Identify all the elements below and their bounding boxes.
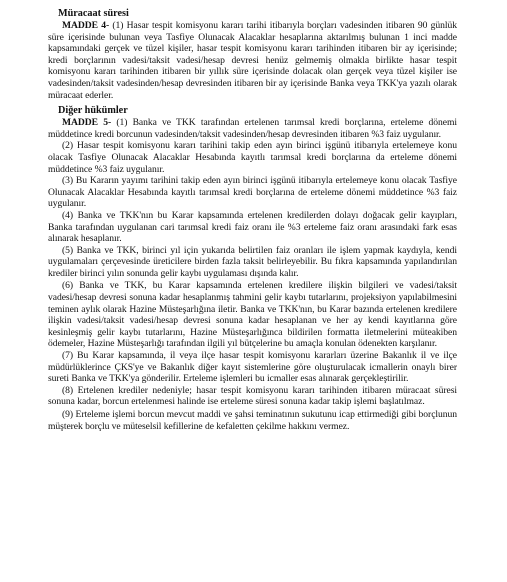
article-4-paragraph-1 xyxy=(48,20,457,101)
article-5-paragraph-7: (7) Bu Karar kapsamında, il veya ilçe hasar tespit komisyonu kararları üzerine Bakanlık il ve ilçe müdürlüklerince ÇKS'ye ve Bakanlık diğer kayıt sistemlerine göre oluşturulacak icmallerin onaylı birer sureti Banka ve TKK'ya gönderilir. Erteleme işlemleri bu icmaller esas alınarak gerçekleştirilir. xyxy=(48,350,457,385)
article-5-text: (1) Banka ve TKK tarafından ertelenen tarımsal kredi borçlarına, erteleme dönemi müddetince kredi borcunun vadesinden/taksit vadesinden/hesap devresinden itibaren %3 faiz uygulanır. xyxy=(48,117,457,140)
article-4-text: (1) Hasar tespit komisyonu kararı tarihi itibarıyla borçları vadesinden itibaren 90 günlük süre içerisinde bulunan veya Tasfiye Olunacak Alacaklar hesaplarına aktarılmış bulunan 1 inci madde kapsamındaki gerçek ve tüzel kişiler, hasar tespit komisyonu kararı tarihinden itibaren bir ay içerisinde; kredi borçlarının vadesi/taksit vadesi/hesap devresi henüz gelmemiş olmakla birlikte hasar tespit komisyonu kararı tarihinden itibaren bir yıllık süre içerisinde dolacak olan gerçek veya tüzel kişiler ise vadesinden/taksit vadesinden/hesap devresinden itibaren bir ay içerisinde Banka veya TKK'ya yazılı olarak müracaat ederler. xyxy=(48,20,458,101)
article-5-paragraph-4: (4) Banka ve TKK'nın bu Karar kapsamında ertelenen kredilerden dolayı doğacak gelir kayıpları, Banka tarafından uygulanan cari tarımsal kredi faiz oranı ile %3 erteleme faiz oranı arasındaki fark esas alınarak hesaplanır. xyxy=(48,209,457,245)
article-5-paragraph-3: (3) Bu Kararın yayımı tarihini takip eden ayın birinci işgünü itibarıyla ertelemeye konu olacak Tasfiye Olunacak Alacaklar Hesabında kayıtlı tarımsal kredi borçlarına de erteleme dönemi müddetince %3 faiz uygulanır. xyxy=(48,175,457,210)
section-heading-application-period: Müracaat süresi xyxy=(58,8,129,19)
article-5-paragraph-9: (9) Erteleme işlemi borcun mevcut maddi ve şahsi teminatının sukutunu icap ettirmediği gibi borçlunun müşterek borçlu ve müteselsil kefillerine de kefaletten çekilme hakkını vermez. xyxy=(48,409,457,432)
article-5-paragraph-8: (8) Ertelenen krediler nedeniyle; hasar tespit komisyonu kararı tarihinden itibaren müracaat süresi sonuna kadar, borcun ertelenmesi halinde ise erteleme süresi sonuna kadar takip işlemi başlatılmaz. xyxy=(48,384,457,408)
article-5-paragraph-6: (6) Banka ve TKK, bu Karar kapsamında ertelenen kredilere ilişkin bilgileri ve vadesi/taksit vadesi/hesap devresi sonuna kadar hesaplanmış tahmini gelir kaybı tutarlarını, projeksiyon yapılabilmesini teminen aylık olarak Hazine Müsteşarlığına iletir. Banka ve TKK'nın, bu Karar bazında ertelenen kredilere ilişkin vadesi/taksit vadesi/hesap devresi sonuna kadar hesaplanan ve her ay kendi kayıtlarına göre kesinleşmiş gelir kaybı tutarlarını, Hazine Müsteşarlığınca bildirilen formatta iletmelerini müteakiben ödemeler, Hazine Müsteşarlığı tarafından ilgili yıl bütçelerine bu amaçla konulan ödenekten karşılanır. xyxy=(48,280,457,350)
section-other-provisions xyxy=(48,101,457,432)
article-5-paragraph-5: (5) Banka ve TKK, birinci yıl için yukarıda belirtilen faiz oranları ile işlem yapmak kaydıyla, kendi uygulamaları çerçevesinde üreticilere birden fazla taksit belirleyebilir. Bu fıkra kapsamında yapılandırılan krediler birinci yılın sonunda gelir kaybı uygulaması dışında kalır. xyxy=(48,244,457,279)
article-5-paragraph-1 xyxy=(48,117,457,140)
article-4-lead: MADDE 4- xyxy=(62,20,110,31)
article-5-lead: MADDE 5- xyxy=(62,117,112,129)
section-heading-other-provisions: Diğer hükümler xyxy=(58,105,128,117)
article-5-paragraph-2: (2) Hasar tespit komisyonu kararı tarihini takip eden ayın birinci işgünü itibarıyla ertelemeye konu olacak Tasfiye Olunacak Alacaklar Hesabında kayıtlı tarımsal kredi borçlarına da erteleme dönemi müddetince %3 faiz uygulanır. xyxy=(48,140,457,175)
section-application-period xyxy=(48,0,457,101)
